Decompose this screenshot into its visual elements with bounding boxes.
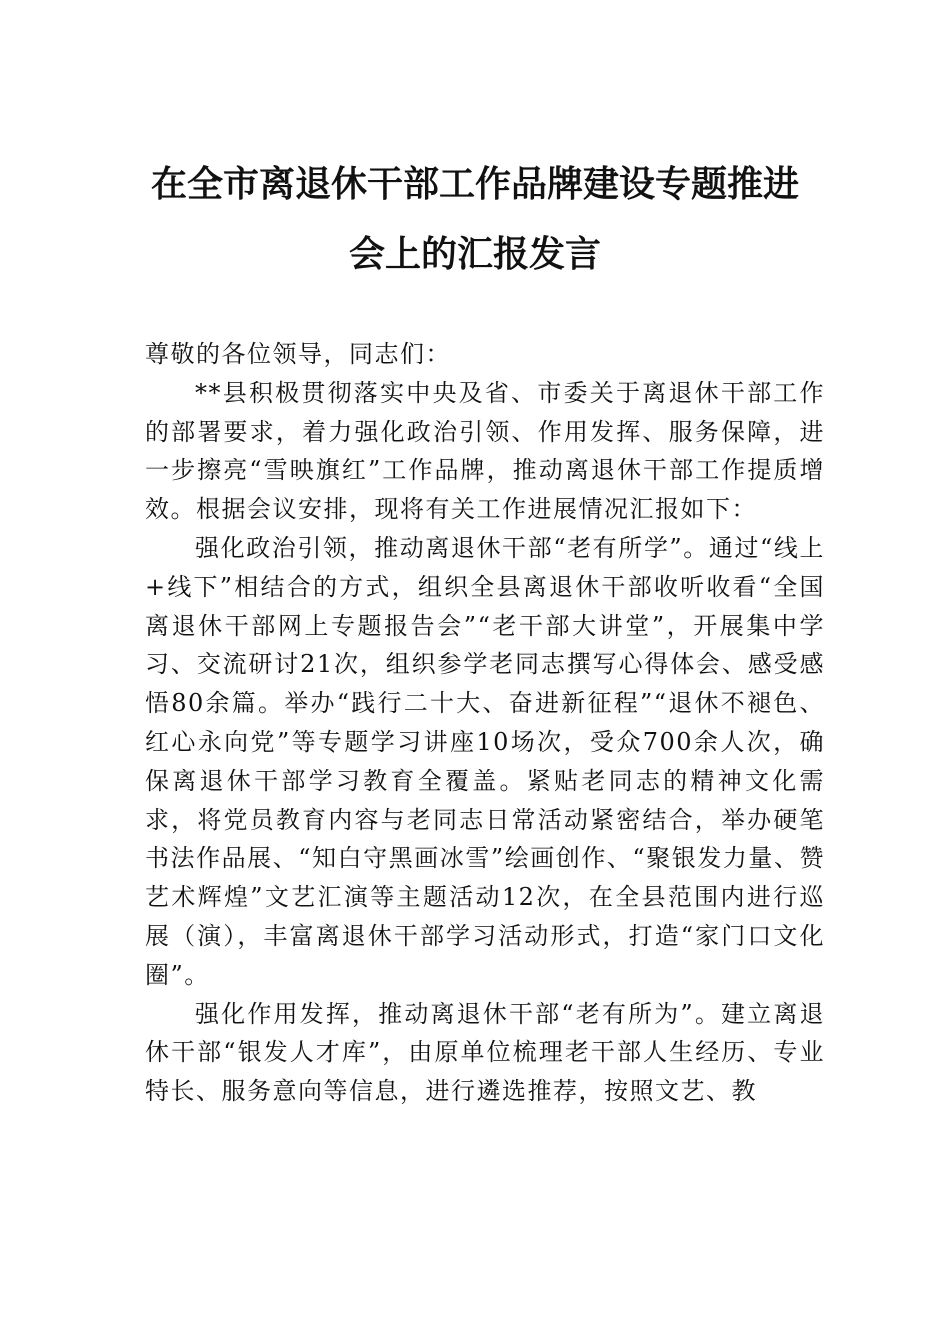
- paragraph-role-play: 强化作用发挥，推动离退休干部“老有所为”。建立离退休干部“银发人才库”，由原单位梳理老干部人生经历、专业特长、服务意向等信息，进行遴选推荐，按照文艺、教: [145, 999, 825, 1106]
- document-title-line-1: 在全市离退休干部工作品牌建设专题推进: [150, 163, 799, 205]
- paragraph-intro: **县积极贯彻落实中央及省、市委关于离退休干部工作的部署要求，着力强化政治引领、作用发挥、服务保障，进一步擦亮“雪映旗红”工作品牌，推动离退休干部工作提质增效。根据会议安排，现将有关工作进展情况汇报如下：: [145, 378, 825, 524]
- document-title-line-2: 会上的汇报发言: [348, 233, 601, 275]
- paragraph-political-guidance: 强化政治引领，推动离退休干部“老有所学”。通过“线上+线下”相结合的方式，组织全县离退休干部收听收看“全国离退休干部网上专题报告会”“老干部大讲堂”，开展集中学习、交流研讨21次，组织参学老同志撰写心得体会、感受感悟80余篇。举办“践行二十大、奋进新征程”“退休不褪色、红心永向党”等专题学习讲座10场次，受众700余人次，确保离退休干部学习教育全覆盖。紧贴老同志的精神文化需求，将党员教育内容与老同志日常活动紧密结合，举办硬笔书法作品展、“知白守黑画冰雪”绘画创作、“聚银发力量、赞艺术辉煌”文艺汇演等主题活动12次，在全县范围内进行巡展（演），丰富离退休干部学习活动形式，打造“家门口文化圈”。: [145, 533, 825, 989]
- salutation: 尊敬的各位领导，同志们：: [145, 340, 451, 368]
- document-body: [145, 335, 825, 1111]
